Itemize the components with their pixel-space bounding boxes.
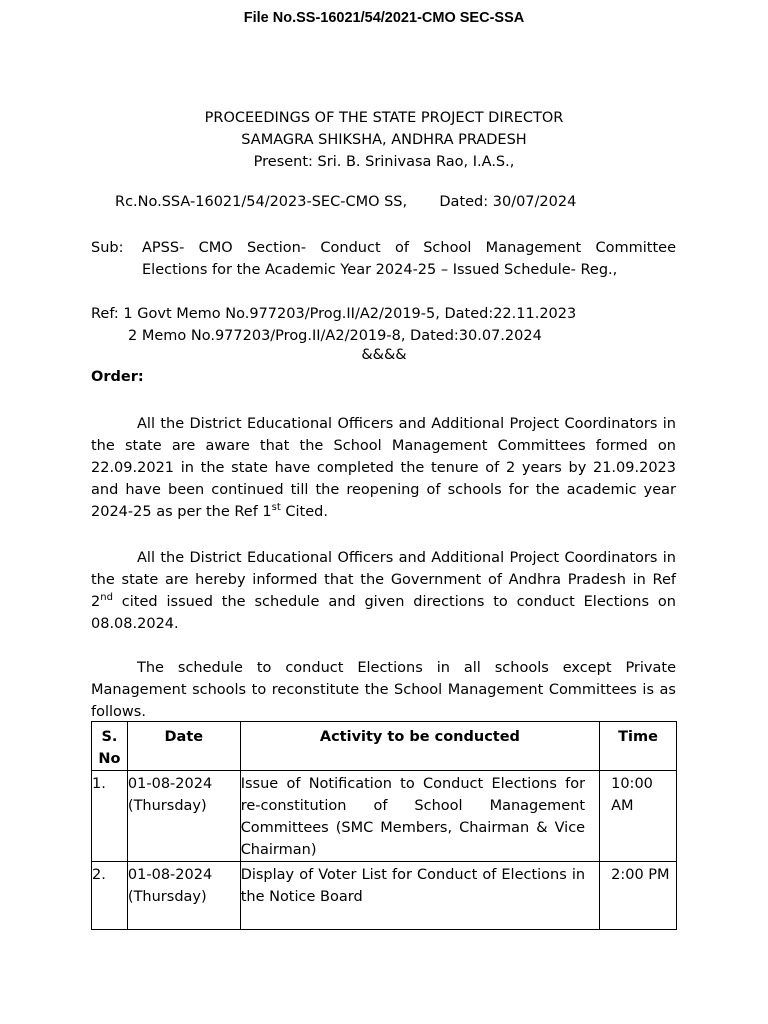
header-sno: S. No [92,722,128,771]
separator: &&&& [361,347,407,363]
paragraph-2-tail: cited issued the schedule and given directions to conduct Elections on 08.08.2024. [91,594,676,632]
header-time: Time [600,722,677,771]
paragraph-2-sup: nd [100,592,113,603]
row-sno: 2. [92,862,128,930]
subject-line-2: Elections for the Academic Year 2024-25 – Issued Schedule- Reg., [142,262,618,278]
reference-1: Ref: 1 Govt Memo No.977203/Prog.II/A2/2019-5, Dated:22.11.2023 [91,306,577,322]
paragraph-2-text: All the District Educational Officers and Additional Project Coordinators in the state are hereby informed that the Government of Andhra Pradesh in Ref 2 [91,550,676,610]
row-date-cell [127,771,240,862]
row-time: 2:00 PM [600,862,677,930]
paragraph-3 [91,657,676,723]
row-activity: Display of Voter List for Conduct of Elections in the Notice Board [240,862,599,930]
header-activity: Activity to be conducted [240,722,599,771]
proceedings-heading [0,107,768,173]
paragraph-2 [91,547,676,635]
schedule-table [91,721,677,930]
row-day: (Thursday) [127,798,207,814]
heading-line-3: Present: Sri. B. Srinivasa Rao, I.A.S., [253,154,515,170]
file-number: File No.SS-16021/54/2021-CMO SEC-SSA [243,10,525,26]
subject-line-1: APSS- CMO Section- Conduct of School Management Committee [142,240,676,256]
table-row [92,862,677,930]
row-date: 01-08-2024 [127,867,213,883]
heading-line-2: SAMAGRA SHIKSHA, ANDHRA PRADESH [241,132,527,148]
rc-number-line [115,194,576,210]
rc-number: Rc.No.SSA-16021/54/2023-SEC-CMO SS, [115,194,408,210]
table-row [92,771,677,862]
header-date: Date [127,722,240,771]
table-header-row [92,722,677,771]
references-block [91,303,576,347]
paragraph-1 [91,413,676,523]
rc-dated: Dated: 30/07/2024 [439,194,577,210]
row-date-cell [127,862,240,930]
row-activity: Issue of Notification to Conduct Elections for re-constitution of School Management Committees (SMC Members, Chairman & Vice Chairman) [240,771,599,862]
paragraph-1-tail: Cited. [280,504,328,520]
subject-label: Sub: [91,240,124,256]
subject-block [91,237,676,281]
order-label: Order: [91,369,144,385]
row-day: (Thursday) [127,889,207,905]
row-date: 01-08-2024 [127,776,213,792]
row-sno: 1. [92,771,128,862]
reference-2: 2 Memo No.977203/Prog.II/A2/2019-8, Dated:30.07.2024 [128,328,542,344]
row-time: 10:00 AM [600,771,677,862]
paragraph-1-text: All the District Educational Officers and Additional Project Coordinators in the state are aware that the School Management Committees formed on 22.09.2021 in the state have completed the tenure of 2 years by 21.09.2023 and have been continued till the reopening of schools for the academic year 2024-25 as per the Ref 1 [91,416,676,520]
paragraph-1-sup: st [271,502,281,513]
paragraph-3-text: The schedule to conduct Elections in all schools except Private Management schools to reconstitute the School Management Committees is as follows. [91,660,676,720]
heading-line-1: PROCEEDINGS OF THE STATE PROJECT DIRECTOR [204,110,564,126]
